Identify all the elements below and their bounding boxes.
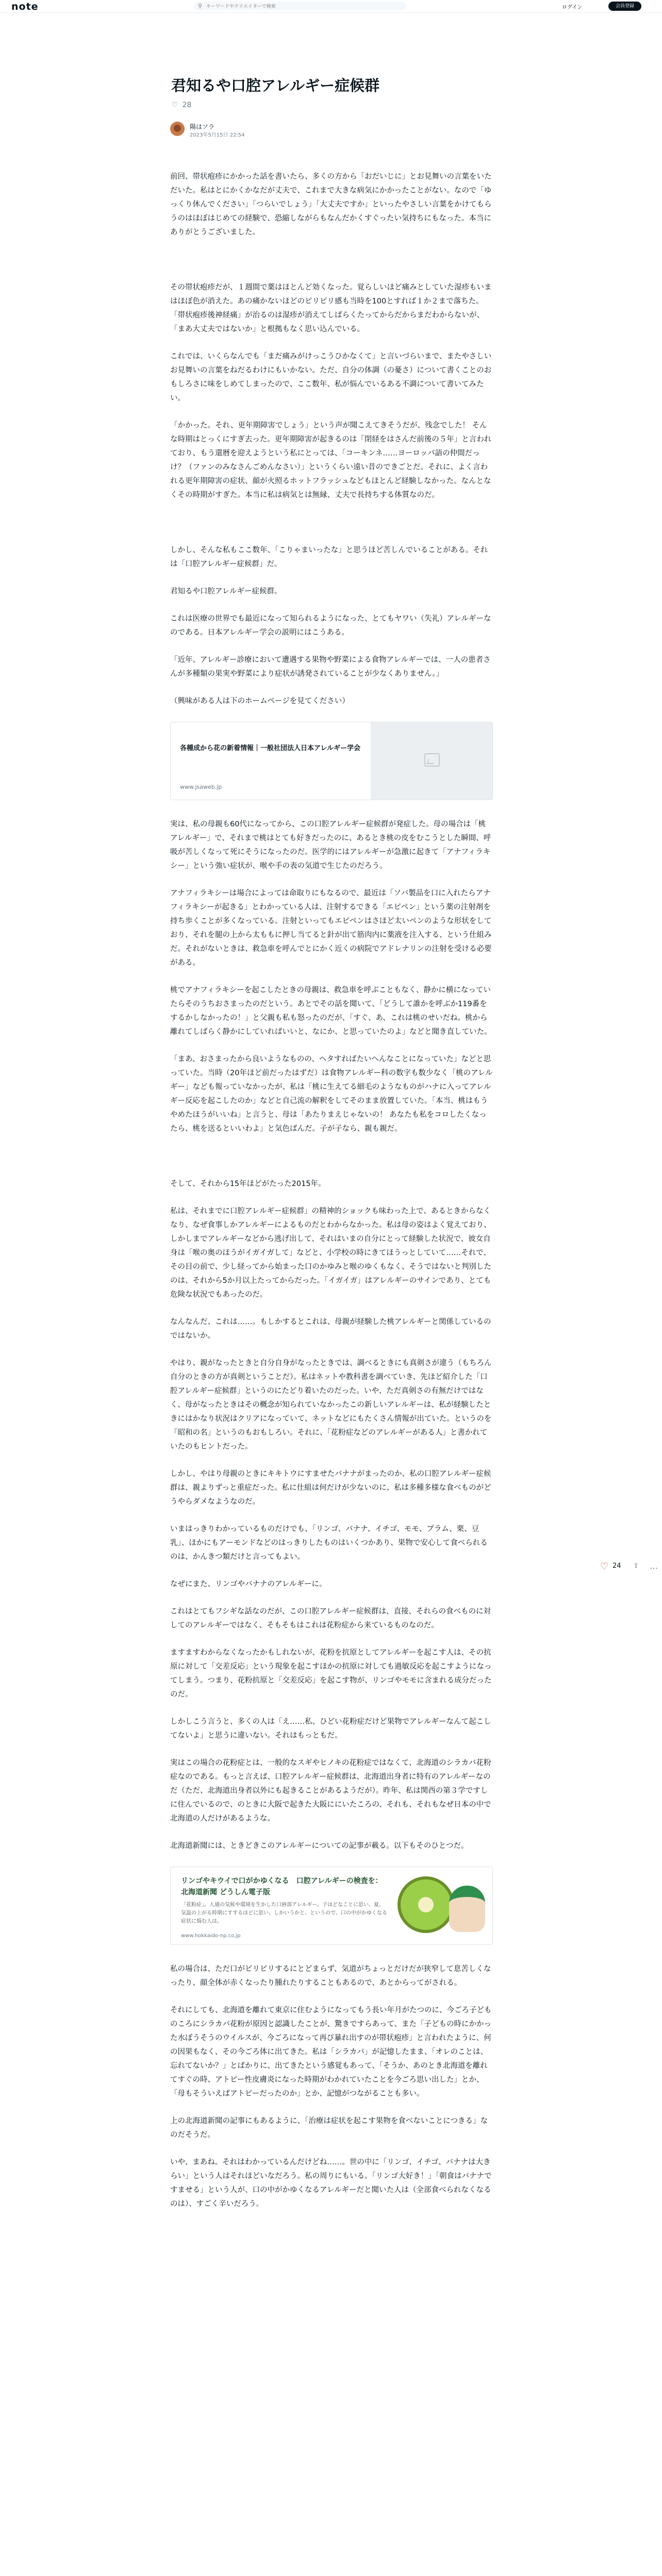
character-illustration [449,1886,485,1932]
kiwi-illustration [398,1876,454,1933]
paragraph: 前回、帯状疱疹にかかった話を書いたら、多くの方から「おだいじに」とお見舞いの言葉をいただいた。私はとにかくかなだが丈夫で、これまで大きな病気にかかったことがない。なので「ゆっくり休んでください」「つらいでしょう」「大丈夫ですか」といったやさしい言葉をかけてもらうのはほぼはじめての経験で、恐縮しながらもなんだかくすぐったい気持ちにもなった。本当にありがとうございました。 [170,173,492,236]
embed-title[interactable]: 各種成から花の新着情報｜一般社団法人日本アレルギー学会 [180,744,361,752]
search-bar[interactable] [194,2,406,10]
news-embed-description: 「花粉症」。人通の気候や環境を生かした口唇部アレルギー。子ほどなことに思い、夏、気温の上がる時期にすするほどに思い、しかいうかと、というので、口の中がかゆくなる症状に悩む人は。 [181,1902,387,1924]
paragraph: いまはっきりわかっているものだけでも、「リンゴ、バナナ、イチゴ、モモ、プラム、栗、豆乳」、ほかにもアーモンドなどのはっきりしたものはいくつかあり、果物で安心して食べられるのは、かんきつ類だけと言ってもよい。 [170,1525,488,1561]
post-date: 2023年5月15日 22:54 [190,132,245,138]
note-logo[interactable]: note [11,1,39,12]
paragraph: 桃でアナフィラキシーを起こしたときの母親は、救急車を呼ぶこともなく、静かに横になっていたらそのうちおさまったのだという。あとでその話を聞いて、「どうして誰かを呼ぶか119番をするかしなかったの！」と父親も私も怒ったのだが、「すぐ、あ、これは桃のせいだね。桃から離れてしばらく静かにしていればいいと、なにか、と思っていたのよ」などと聞き直していた。 [170,986,492,1036]
paragraph: いや、まあね。それはわかっているんだけどね……。世の中に「リンゴ、イチゴ、バナナは大きらい」という人はそれほどいなだろう。私の周りにもいる。「リンゴ大好き！」「朝食はバナナですませる」という人が、口の中がかゆくなるアレルギーだと聞いた人は（全部食べられなくなるのは）、すごく辛いだろう。 [170,2158,492,2208]
paragraph: それにしても、北海道を離れて東京に住むようになってもう長い年月がたつのに、今ごろ子どものころにシラカバ花粉が原因と認識したことが、驚きですらあって、また「子どもの時にかかった水ぼうそうのウイルスが、今ごろになって再び暴れ出すのが帯状疱疹」と言われたように、何の因果もなく、その今ごろ体に出てきた。私は「シラカバ」が記憶したまま、「オレのことは、忘れてないか？」とばかりに、出てきたという感覚もあって、「そうか、あのとき北海道を離れてすぐの時、アトピー性皮膚炎になった時期がわかれていたことを今ごろ思い出した」とか、「母もそういえばアトピーだったのか」とか、記憶がつながることも多い。 [170,2006,492,2098]
floating-like-count: 24 [613,1562,621,1570]
more-icon[interactable]: … [650,1561,658,1571]
share-icon[interactable]: ⇪ [633,1562,639,1570]
paragraph: しかし、やはり母親のときにキキトウにすませたバナナがまったのか、私の口腔アレルギー症候群は、親よりずっと重症だった。私に仕組は何だけが少ないのに、私は多種多様な食べものがどうやらダメなようなのだ。 [170,1470,491,1506]
paragraph: （興味がある人は下のホームページを見てください） [170,697,350,705]
paragraph: 君知るや口腔アレルギー症候群。 [170,587,282,596]
paragraph: 実は、私の母親も60代になってから、この口腔アレルギー症候群が発症した。母の場合は「桃アレルギー」で、それまで桃はとても好きだったのに、あるとき桃の皮をむこうとした瞬間、呼吸が苦しくなって死にそうになったのだ。医学的にはアレルギーが急激に起きて「アナフィラキシー」という強い症状が、喉や手の表の気道で生じたのだろう。 [170,820,491,870]
paragraph: 私の場合は、ただ口がピリピリするにとどまらず、気道がちょっとだけだが狭窄して息苦しくなったり、顔全体が赤くなったり腫れたりすることもあるので、あとからってがされる。 [170,1965,491,1987]
paragraph: これはとてもフシギな話なのだが、この口腔アレルギー症候群は、直接、それらの食べものに対してのアレルギーではなく、そもそもはこれは花粉症から来ているものなのだ。 [170,1607,491,1630]
paragraph: しかしこう言うと、多くの人は「え……私、ひどい花粉症だけど果物でアレルギーなんて起こしてないよ」と思うに違いない。それはもっともだ。 [170,1718,491,1740]
heart-icon[interactable]: ♡ [172,101,178,109]
paragraph: なんなんだ、これは……。もしかするとこれは、母親が経験した桃アレルギーと関係しているのではないか。 [170,1318,491,1340]
paragraph: 北海道新聞には、ときどきこのアレルギーについての記事が載る。以下もそのひとつだ。 [170,1842,469,1850]
news-embed-title[interactable]: リンゴやキウイで口がかゆくなる 口腔アレルギーの検査を：北海道新聞 どうしん電子版 [181,1877,383,1896]
paragraph: その帯状疱疹だが、１週間で薬はほとんど効くなった。覚らしいほど痛みとしていた湿疹もいまはほぼ色が消えた。あの痛かないほどのピリピリ感も当時を100とすれば１か２まで落ちた。「帯状疱疹後神経痛」が治るのは湿疹が消えてしばらくたってからだからまだわからないが、「まあ大丈夫ではないか」と根拠もなく思い込んでいる。 [170,283,492,333]
image-placeholder-icon [424,753,440,767]
paragraph: 「まあ、おさまったから良いようなものの、ヘタすればたいへんなことになっていた」などと思っていた。当時（20年ほど前だったはずだ）は食物アレルギー科の数字も数少なく「桃のアレルギー」なども報っていなかったが、私は「桃に生えてる細毛のようなものがハナに入ってアレルギー反応を起こしたのか」などと自己流の解釈をしてそのまま放置していた。「本当、桃はもうやめたほうがいいね」と言うと、母は「あたりまえじゃないの！ あなたも私をコロしたくなったら、桃を送るといいわよ」と気色ばんだ。子が子なら、親も親だ。 [170,1055,493,1133]
paragraph: これでは、いくらなんでも「まだ痛みがけっこうひかなくて」と言いづらいまで、またやさしいお見舞いの言葉をねだるわけにもいかない。ただ、自分の体調（の憂さ）について書くことのおもしろさに味をしめてしまったので、ここ数年、私が悩んでいるある不調について書いてみたい。 [170,352,492,402]
login-link[interactable]: ログイン [562,5,583,10]
paragraph: 私は、それまでに口腔アレルギー症候群」の精神的ショックも味わった上で、あるときからなくなり、なぜ食事しかアレルギーによるものだとわからなかった。私は母の姿はよく覚えており、しかしまでアレルギーなどから逃げ出して、それはいまの自分にとって経験した状況で、彼女自身は「喉の奥のほうがイガイガして」などと、小学校の時にきてほうっとしていて……それで、その目の前で、少し経ってから始まった口のかゆみと喉のゆくもなく、そうではないと判別したのは、それから5か月以上たってからだった。「イガイガ」はアレルギーのサインであり、とても危険な状況でもあったのだ。 [170,1207,491,1299]
signup-button[interactable]: 会員登録 [608,2,641,11]
like-count: 28 [182,101,192,109]
search-icon: ⚲ [198,3,203,9]
article-title: 君知るや口腔アレルギー症候群 [171,77,380,94]
site-header [0,0,662,13]
article-body [170,170,493,2225]
like-summary[interactable] [172,101,191,109]
author-name[interactable]: 陽はソラ [190,123,215,130]
paragraph: 「かかった。それ、更年期障害でしょう」という声が聞こえてきそうだが、残念でした！ そんな時期はとっくにすぎ去った。更年期障害が起きるのは「閉経をはさんだ前後の５年」と言われており、もう還暦を迎えようという私にとっては、「コーキンネ……ヨーロッパ語の仲間だっけ？（ファンのみなさんごめんなさい）」というくらい遠い昔のできごとだ。それに、よく言われる更年期障害の症状、顔が火照るホットフラッシュなどもほとんど経験しなかった。なんとなくその時期がすぎた。本当に私は病気とは無縁、丈夫で長持ちする体質なのだ。 [170,421,492,499]
news-embed-domain: www.hokkaido-np.co.jp [181,1933,241,1939]
like-heart-icon[interactable]: ♡ [600,1561,609,1572]
paragraph: 「近年、アレルギー診療において遭遇する果物や野菜による食物アレルギーでは、一人の患者さんが多種類の果実や野菜により症状が誘発されていることが少なくありません。」 [170,656,491,678]
paragraph: 上の北海道新聞の記事にもあるように、「治療は症状を起こす果物を食べないことにつきる」なのだそうだ。 [170,2117,488,2139]
link-embed-card[interactable] [170,722,493,800]
paragraph: やはり、親がなったときと自分自身がなったときでは、調べるときにも真剣さが違う（もちろん自分のときの方が真剣ということだ）。私はネットや教科書を調べていき、先ほど紹介した「口腔アレルギー症候群」というのにたどり着いたのだった。いや、ただ真剣さの有無だけではなく、母がなったときはその概念が知られていなかったこの新しいアレルギーは、私が経験したときにはかなり状況はクリアになっていて、ネットなどにもたくさん情報が出ていた。というのを「昭和の名」というのもおもしろい。それに、「花粉症などのアレルギーがある人」と書かれていたのもヒントだった。 [170,1359,492,1451]
embed-domain: www.jsaweb.jp [180,784,222,790]
paragraph: しかし、そんな私もここ数年、「こりゃまいったな」と思うほど苦しんでいることがある。それは「口腔アレルギー症候群」だ。 [170,546,488,568]
paragraph: 実はこの場合の花粉症とは、一般的なスギやヒノキの花粉症ではなくて、北海道のシラカバ花粉症なのである。もっと言えば、口腔アレルギー症候群は、北海道出身者に特有のアレルギーなのだ（ただ、北海道出身者以外にも起きることがあるようだが）。昨年、私は関西の第３学ですしに住んでいるので、のときに大阪で起きた大阪ににいたころの、それも、それもなぜ日本の中で北海道の人だけがあるような。 [170,1759,491,1823]
paragraph: これは医療の世界でも最近になって知られるようになった、とてもヤワい（失礼）アレルギーなのである。日本アレルギー学会の説明にはこうある。 [170,615,491,637]
paragraph: そして、それから15年ほどがたった2015年。 [170,1180,326,1188]
news-embed-card[interactable] [170,1867,493,1945]
paragraph: アナフィラキシーは場合によっては命取りにもなるので、最近は「ソバ製品を口に入れたらアナフィラキシーが起きる」とわかっている人は、注射するできる「エピペン」という薬の注射剤を持ち歩くことが多くなっている。注射といってもエピペンはさほど太いペンのような形状をしており、それを腿の上から太ももに押し当てると針が出て筋肉内に薬液を注入する、という仕組みだ。それがないときは、救急車を呼んでとにかく近くの病院でアドレナリンの注射を受ける必要がある。 [170,889,492,967]
search-input[interactable] [205,2,403,11]
avatar[interactable] [170,122,185,136]
paragraph: なぜにまた、リンゴやバナナのアレルギーに。 [170,1580,327,1588]
embed-thumbnail [371,722,492,800]
paragraph: ますますわからなくなったかもしれないが、花粉を抗原としてアレルギーを起こす人は、その抗原に対して「交差反応」という現象を起こすほかの抗原に対しても過敏反応を起こすようになってしまう。つまり、花粉抗原と「交差反応」を起こす物が、リンゴやモモに含まれる成分だったのだ。 [170,1649,492,1699]
